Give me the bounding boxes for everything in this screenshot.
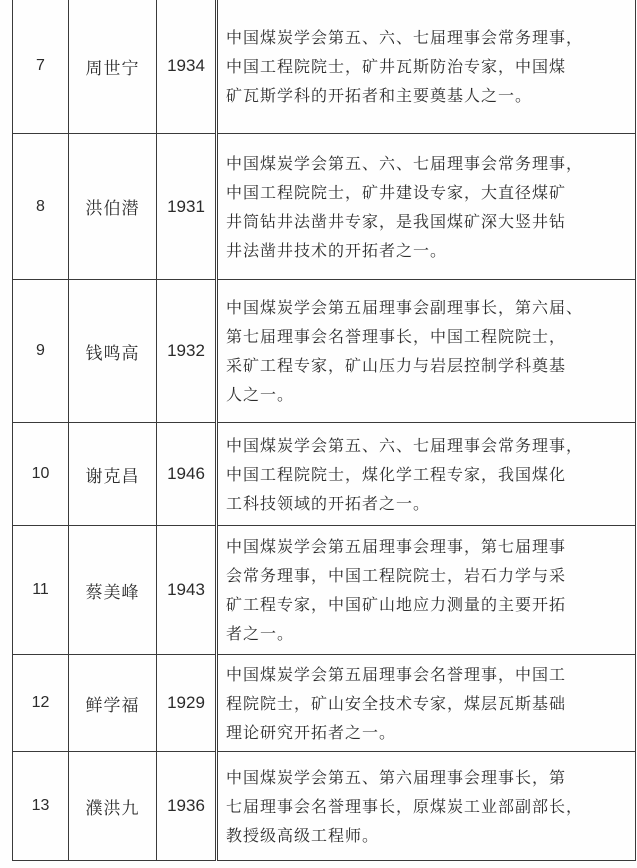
- description-line: 会常务理事，中国工程院院士，岩石力学与采: [226, 566, 567, 585]
- table-row: [13, 526, 636, 655]
- description-line: 中国工程院院士，矿井建设专家，大直径煤矿: [226, 182, 567, 202]
- description-line: 中国工程院院士，矿井瓦斯防治专家，中国煤: [226, 56, 567, 76]
- birth-year-cell: 1931: [157, 134, 217, 280]
- birth-year-cell: 1943: [157, 526, 217, 655]
- description-line: 人之一。: [226, 385, 295, 404]
- members-table-body: [13, 0, 636, 861]
- description-line: 者之一。: [226, 624, 295, 643]
- description-line: 中国煤炭学会第五、六、七届理事会常务理事，: [226, 27, 584, 47]
- table-row: [13, 280, 636, 423]
- member-name-cell: 鲜学福: [69, 655, 157, 752]
- member-description-cell: [217, 655, 636, 752]
- birth-year-cell: 1929: [157, 655, 217, 752]
- row-number-cell: 10: [13, 423, 69, 526]
- description-line: 第七届理事会名誉理事长，中国工程院院士，: [226, 327, 567, 346]
- description-line: 中国煤炭学会第五、六、七届理事会常务理事，: [226, 435, 584, 455]
- description-line: 教授级高级工程师。: [226, 825, 380, 845]
- member-name-cell: 蔡美峰: [69, 526, 157, 655]
- description-line: 工科技领域的开拓者之一。: [226, 493, 431, 513]
- members-table: [12, 0, 636, 861]
- row-number-cell: 11: [13, 526, 69, 655]
- description-line: 中国煤炭学会第五、第六届理事会理事长，第: [226, 767, 567, 787]
- description-line: 中国煤炭学会第五届理事会理事，第七届理事: [226, 537, 567, 556]
- description-line: 采矿工程专家，矿山压力与岩层控制学科奠基: [226, 356, 567, 375]
- table-row: [13, 655, 636, 752]
- member-name-cell: 钱鸣高: [69, 280, 157, 423]
- description-line: 中国工程院院士，煤化学工程专家，我国煤化: [226, 464, 567, 484]
- birth-year-cell: 1946: [157, 423, 217, 526]
- row-number-cell: 8: [13, 134, 69, 280]
- member-description-cell: [217, 0, 636, 134]
- table-row: [13, 752, 636, 861]
- member-description-cell: [217, 752, 636, 861]
- row-number-cell: 9: [13, 280, 69, 423]
- description-line: 中国煤炭学会第五、六、七届理事会常务理事，: [226, 153, 584, 173]
- description-line: 中国煤炭学会第五届理事会名誉理事，中国工: [226, 664, 567, 684]
- description-line: 矿瓦斯学科的开拓者和主要奠基人之一。: [226, 85, 533, 105]
- description-line: 井筒钻井法凿井专家，是我国煤矿深大竖井钻: [226, 211, 567, 231]
- row-number-cell: 7: [13, 0, 69, 134]
- description-line: 七届理事会名誉理事长，原煤炭工业部副部长，: [226, 796, 584, 816]
- birth-year-cell: 1932: [157, 280, 217, 423]
- description-line: 程院院士，矿山安全技术专家，煤层瓦斯基础: [226, 693, 567, 713]
- description-line: 中国煤炭学会第五届理事会副理事长，第六届、: [226, 298, 584, 317]
- description-line: 理论研究开拓者之一。: [226, 722, 397, 742]
- member-name-cell: 濮洪九: [69, 752, 157, 861]
- member-name-cell: 谢克昌: [69, 423, 157, 526]
- table-row: [13, 134, 636, 280]
- description-line: 井法凿井技术的开拓者之一。: [226, 240, 448, 260]
- member-description-cell: [217, 134, 636, 280]
- member-name-cell: 洪伯潜: [69, 134, 157, 280]
- row-number-cell: 12: [13, 655, 69, 752]
- member-description-cell: [217, 526, 636, 655]
- member-description-cell: [217, 280, 636, 423]
- table-row: [13, 423, 636, 526]
- description-line: 矿工程专家，中国矿山地应力测量的主要开拓: [226, 595, 567, 614]
- row-number-cell: 13: [13, 752, 69, 861]
- member-description-cell: [217, 423, 636, 526]
- birth-year-cell: 1936: [157, 752, 217, 861]
- member-name-cell: 周世宁: [69, 0, 157, 134]
- birth-year-cell: 1934: [157, 0, 217, 134]
- table-row: [13, 0, 636, 134]
